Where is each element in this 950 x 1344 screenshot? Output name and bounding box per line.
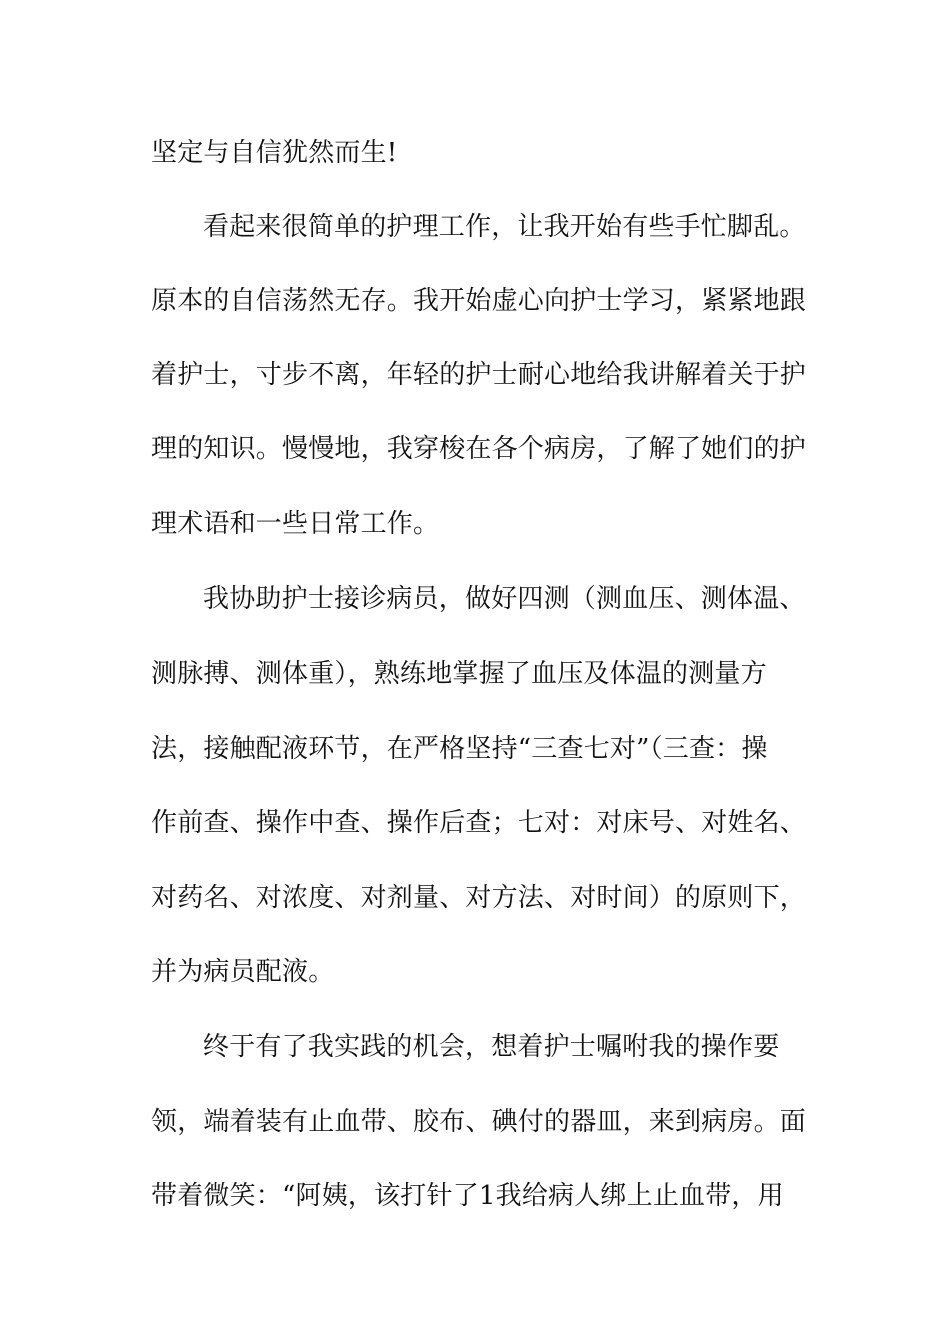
text-line: 作前查、操作中查、操作后查；七对：对床号、对姓名、 (151, 808, 807, 838)
text-line: 理的知识。慢慢地，我穿梭在各个病房，了解了她们的护 (151, 434, 807, 464)
text-line: 原本的自信荡然无存。我开始虚心向护士学习，紧紧地跟 (151, 286, 807, 316)
paragraph-first-line: 我协助护士接诊病员，做好四测（测血压、测体温、 (203, 584, 806, 614)
text-line: 领，端着装有止血带、胶布、碘付的器皿，来到病房。面 (151, 1107, 807, 1137)
text-line: 测脉搏、测体重），熟练地掌握了血压及体温的测量方 (151, 659, 767, 689)
text-line: 理术语和一些日常工作。 (151, 509, 440, 539)
text-line: 着护士，寸步不离，年轻的护士耐心地给我讲解着关于护 (151, 360, 807, 390)
paragraph-first-line: 看起来很简单的护理工作，让我开始有些手忙脚乱。 (203, 212, 806, 242)
paragraph-first-line: 终于有了我实践的机会，想着护士嘱咐我的操作要 (203, 1032, 780, 1062)
text-line: 并为病员配液。 (151, 957, 335, 987)
text-line: 坚定与自信犹然而生! (151, 138, 398, 168)
text-line: 对药名、对浓度、对剂量、对方法、对时间）的原则下， (151, 883, 807, 913)
text-line: 带着微笑：“阿姨，该打针了1我给病人绑上止血带，用 (151, 1181, 784, 1211)
text-line: 法，接触配液环节，在严格坚持“三查七对”（三查：操 (151, 734, 768, 764)
